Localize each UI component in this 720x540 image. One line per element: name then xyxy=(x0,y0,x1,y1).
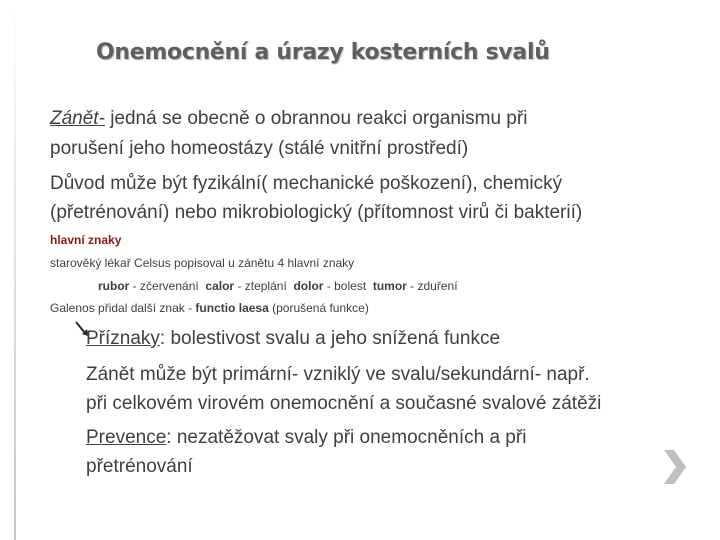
sign-latin: rubor xyxy=(98,279,130,293)
cause-line-2: (přetrénování) nebo mikrobiologický (přítomnost virů či bakterií) xyxy=(50,202,583,223)
sign-latin: calor xyxy=(205,279,235,293)
symptoms-label: Příznaky xyxy=(86,328,160,349)
cause-line-1: Důvod může být fyzikální( mechanické poškození), chemický xyxy=(50,173,563,194)
prevention-line-1 xyxy=(86,423,526,452)
sign-czech: zduření xyxy=(417,279,458,293)
signs-list: rubor - zčervenání calor - zteplání dolor - bolest tumor - zduření xyxy=(98,279,458,293)
sign-czech: bolest xyxy=(334,279,367,293)
left-rule xyxy=(14,0,16,540)
primary-line-2: při celkovém virovém onemocnění a současné svalové zátěži xyxy=(86,393,602,414)
definition-term: Zánět- xyxy=(50,108,105,129)
symptoms-line xyxy=(86,324,500,353)
primary-line-1: Zánět může být primární- vzniklý ve svalu/sekundární- např. xyxy=(86,364,590,385)
sign-latin: tumor xyxy=(372,279,407,293)
galenos-sign: functio laesa xyxy=(195,301,269,315)
sign-czech: zteplání xyxy=(244,279,287,293)
sign-latin: dolor xyxy=(293,279,324,293)
definition-line-1 xyxy=(50,104,527,133)
galenos-text xyxy=(50,300,369,317)
definition-text: jedná se obecně o obrannou reakci organismu při xyxy=(104,108,528,129)
galenos-prefix: Galenos přidal další znak - xyxy=(50,301,196,315)
main-signs-heading: hlavní znaky xyxy=(50,233,122,247)
prevention-label: Prevence xyxy=(86,427,167,448)
definition-line-2: porušení jeho homeostázy (stálé vnitřní prostředí) xyxy=(50,138,469,159)
galenos-suffix: (porušená funkce) xyxy=(268,301,369,315)
symptoms-text: : bolestivost svalu a jeho snížená funkce xyxy=(159,328,501,349)
sign-czech: zčervenání xyxy=(140,279,199,293)
slide-title: Onemocnění a úrazy kosterních svalů xyxy=(96,40,550,65)
chevron-right-icon[interactable] xyxy=(660,448,688,486)
prevention-line-2: přetrénování xyxy=(86,456,193,477)
celsus-text: starověký lékař Celsus popisoval u zánětu 4 hlavní znaky xyxy=(50,256,355,270)
prevention-text: : nezatěžovat svaly při onemocněních a při xyxy=(166,427,527,448)
